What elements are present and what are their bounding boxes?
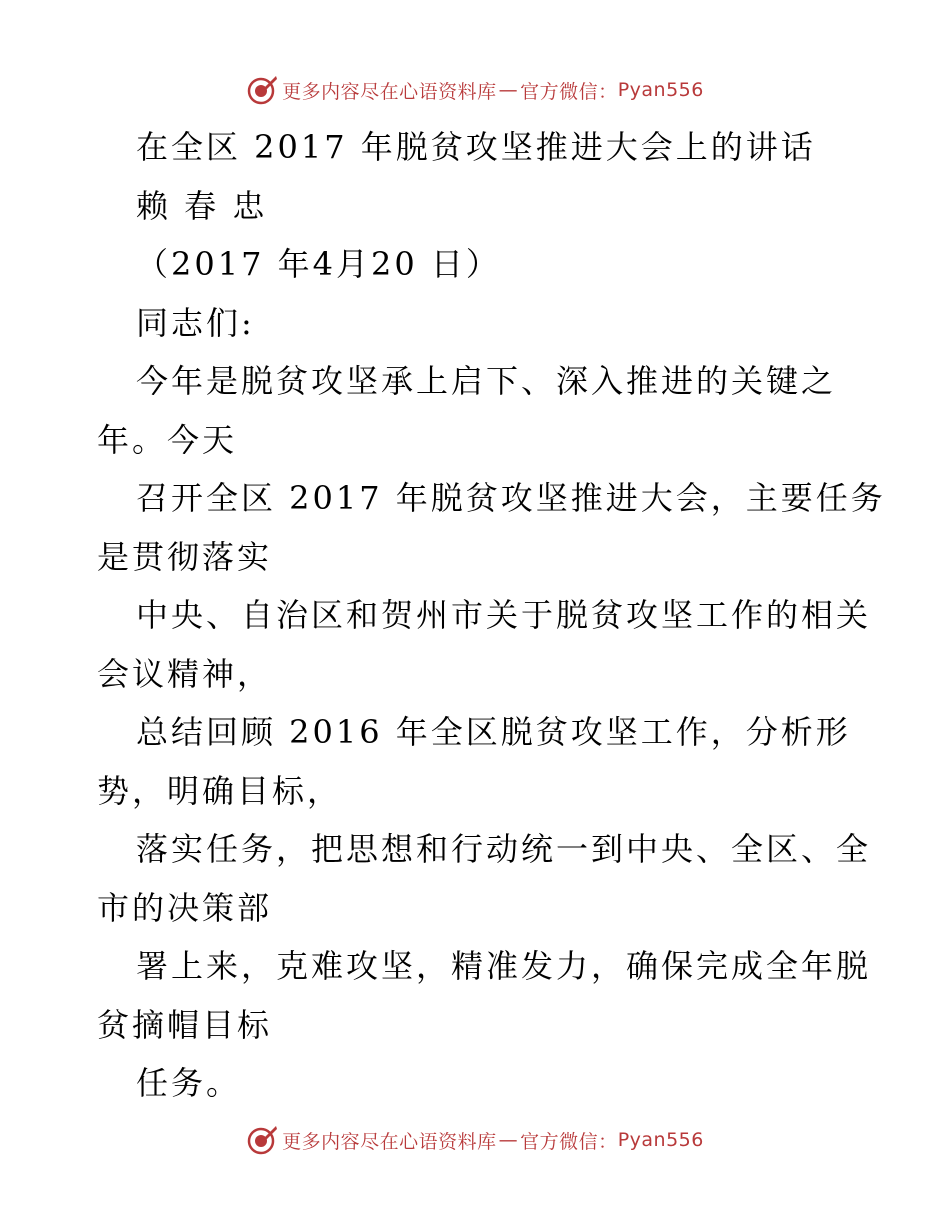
body-line: 总结回顾 2016 年全区脱贫攻坚工作，分析形 [136, 713, 851, 751]
body-line: 市的决策部 [97, 888, 273, 927]
body-line: 年。今天 [97, 420, 238, 459]
speech-date: （2017 年4月20 日） [136, 245, 501, 283]
pen-logo-icon [246, 1124, 278, 1156]
watermark-account: Pyan556 [617, 1129, 704, 1151]
body-line: 任务。 [136, 1064, 242, 1102]
watermark-wechat-label: 官方微信： [520, 1130, 618, 1153]
body-line: 署上来，克难攻坚，精准发力，确保完成全年脱 [136, 947, 872, 985]
body-line: 贫摘帽目标 [97, 1005, 273, 1044]
watermark-dash: — [498, 1129, 519, 1151]
speaker-name: 赖 春 忠 [136, 186, 268, 225]
watermark-footer [0, 1124, 950, 1156]
watermark-main-text: 更多内容尽在心语资料库 [282, 80, 497, 103]
body-line: 今年是脱贫攻坚承上启下、深入推进的关键之 [136, 362, 837, 400]
pen-logo-icon [246, 74, 278, 106]
salutation: 同志们: [136, 303, 255, 342]
watermark-header [0, 74, 950, 106]
body-line: 是贯彻落实 [97, 537, 273, 576]
body-line: 势，明确目标， [97, 771, 343, 810]
body-line: 落实任务，把思想和行动统一到中央、全区、全 [136, 830, 872, 868]
body-line: 召开全区 2017 年脱贫攻坚推进大会，主要任务 [136, 479, 886, 517]
watermark-account: Pyan556 [617, 79, 704, 101]
watermark-wechat-label: 官方微信： [520, 80, 618, 103]
body-line: 会议精神， [97, 654, 273, 693]
watermark-main-text: 更多内容尽在心语资料库 [282, 1130, 497, 1153]
speech-body [97, 118, 886, 1113]
speech-title: 在全区 2017 年脱贫攻坚推进大会上的讲话 [136, 128, 816, 166]
body-line: 中央、自治区和贺州市关于脱贫攻坚工作的相关 [136, 596, 872, 634]
watermark-dash: — [498, 79, 519, 101]
